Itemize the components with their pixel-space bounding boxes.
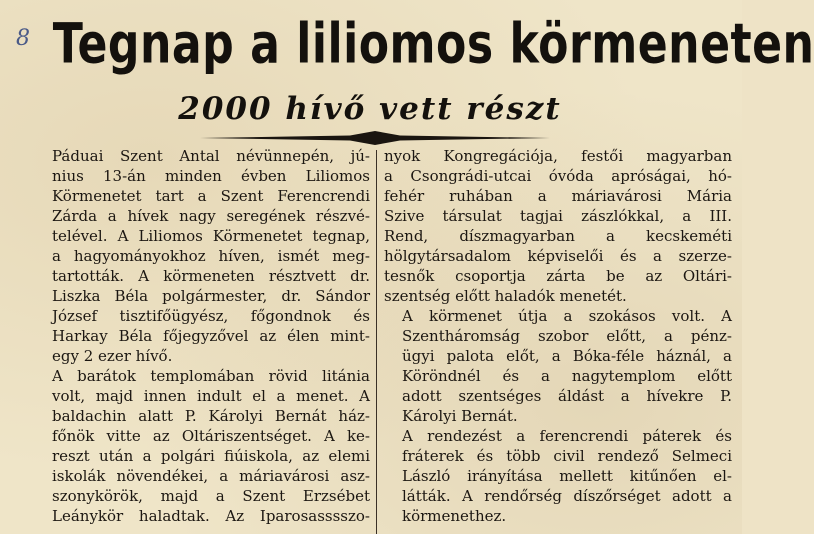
article-paragraph — [384, 426, 732, 526]
text-line: Szive társulat tagjai zászlókkal, a III. — [384, 207, 732, 225]
text-line: nyok Kongregációja, festői magyarban — [384, 147, 732, 165]
article-paragraph — [34, 366, 370, 526]
text-line: egy 2 ezer hívő. — [52, 347, 173, 365]
text-line: hölgytársadalom képviselői és a szerze- — [384, 247, 732, 265]
text-line: tesnők csoportja zárta be az Oltári- — [384, 267, 732, 285]
article-column-right — [384, 146, 732, 534]
text-line: József tisztifőügyész, főgondnok és — [52, 307, 370, 325]
text-line: látták. A rendőrség díszőrséget adott a — [402, 487, 732, 505]
text-line: adott szentséges áldást a hívekre P. — [402, 387, 732, 405]
subheadline: 2000 hívő vett részt — [178, 91, 562, 127]
text-line: a Csongrádi-utcai óvóda apróságai, hó- — [384, 167, 732, 185]
text-line: körmenethez. — [402, 507, 507, 525]
pencil-annotation: 8 — [16, 26, 30, 51]
text-line: fehér ruhában a máriavárosi Mária — [384, 187, 732, 205]
text-line: Zárda a hívek nagy seregének részvé- — [52, 207, 370, 225]
article-paragraph — [34, 146, 370, 366]
text-line: Károlyi Bernát. — [402, 407, 518, 425]
ornamental-rule-shape — [200, 131, 550, 145]
text-line: fráterek és több civil rendező Selmeci — [402, 447, 732, 465]
text-line: Szentháromság szobor előtt, a pénz- — [402, 327, 732, 345]
text-line: tartották. A körmeneten résztvett dr. — [52, 267, 370, 285]
text-line: A rendezést a ferencrendi páterek és — [402, 427, 732, 445]
ornamental-rule — [200, 131, 550, 145]
text-line: reszt után a polgári fiúiskola, az elemi — [52, 447, 370, 465]
article-paragraph — [384, 306, 732, 426]
text-line: Körmenetet tart a Szent Ferencrendi — [52, 187, 370, 205]
text-line: nius 13-án minden évben Liliomos — [52, 167, 370, 185]
text-line: László irányítása mellett kitűnően el- — [402, 467, 732, 485]
text-line: telével. A Liliomos Körmenetet tegnap, — [52, 227, 370, 245]
article-paragraph — [384, 146, 732, 306]
text-line: ügyi palota előt, a Bóka-féle háznál, a — [402, 347, 732, 365]
text-line: Liszka Béla polgármester, dr. Sándor — [52, 287, 370, 305]
column-divider — [376, 150, 377, 534]
text-line: szentség előtt haladók menetét. — [384, 287, 627, 305]
text-line: Leánykör haladtak. Az Iparosasssszo- — [52, 507, 370, 525]
text-line: A barátok templomában rövid litánia — [52, 367, 370, 385]
text-line: főnök vitte az Oltáriszentséget. A ke- — [52, 427, 370, 445]
text-line: a hagyományokhoz híven, ismét meg- — [52, 247, 370, 265]
article-column-left — [34, 146, 370, 534]
text-line: baldachin alatt P. Károlyi Bernát ház- — [52, 407, 370, 425]
text-line: Harkay Béla főjegyzővel az élen mint- — [52, 327, 370, 345]
text-line: Páduai Szent Antal névünnepén, jú- — [52, 147, 370, 165]
text-line: Rend, díszmagyarban a kecskeméti — [384, 227, 732, 245]
text-line: iskolák növendékei, a máriavárosi asz- — [52, 467, 370, 485]
text-line: szonykörök, majd a Szent Erzsébet — [52, 487, 370, 505]
text-line: Köröndnél és a nagytemplom előtt — [402, 367, 732, 385]
text-line: volt, majd innen indult el a menet. A — [52, 387, 370, 405]
text-line: A körmenet útja a szokásos volt. A — [402, 307, 732, 325]
headline: Tegnap a liliomos körmeneten — [52, 11, 814, 77]
